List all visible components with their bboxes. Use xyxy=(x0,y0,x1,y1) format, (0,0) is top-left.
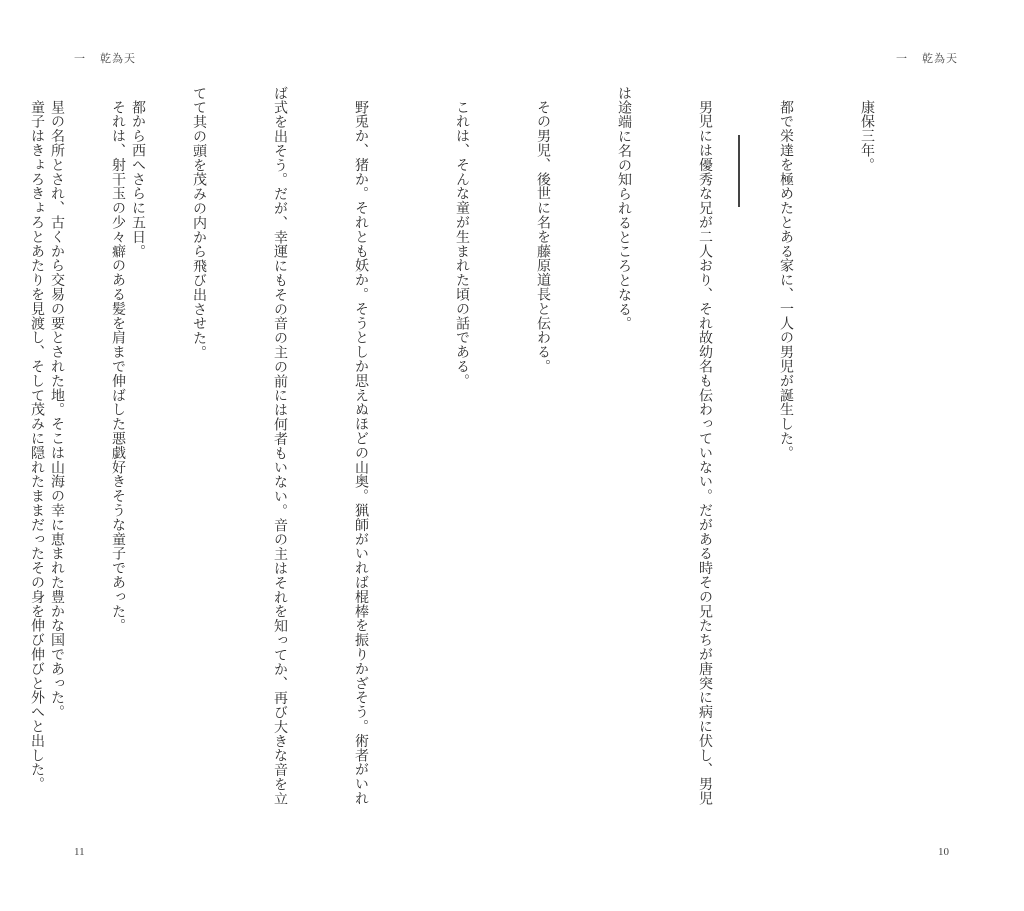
paragraph: それは、射干玉の少々癖のある髪を肩まで伸ばした悪戯好きそうな童子であった。 xyxy=(110,100,126,633)
paragraph: 野兎か、猪か。それとも妖か。そうとしか思えぬほどの山奥。猟師がいれば棍棒を振りかざそう。術者がいれ xyxy=(353,100,369,806)
paragraph: 男児には優秀な兄が二人おり、それ故幼名も伝わっていない。だがある時その兄たちが唐突に病に伏し、男児 xyxy=(697,100,713,806)
header-title: 乾為天 xyxy=(100,52,136,65)
page-number: 10 xyxy=(938,846,949,858)
paragraph: これは、そんな童が生まれた頃の話である。 xyxy=(454,100,470,388)
section-break-line xyxy=(738,135,740,207)
paragraph: は途端に名の知られるところとなる。 xyxy=(616,86,632,331)
paragraph: 都から西へさらに五日。 xyxy=(130,100,146,259)
paragraph: てて其の頭を茂みの内から飛び出させた。 xyxy=(191,86,207,360)
paragraph: 童子はきょろきょろとあたりを見渡し、そして茂みに隠れたままだったその身を伸び伸びと外へと出した。 xyxy=(29,100,45,792)
header-title: 乾為天 xyxy=(922,52,958,65)
paragraph: 康保三年。 xyxy=(859,100,875,172)
running-header xyxy=(896,50,958,66)
running-header xyxy=(74,50,136,66)
paragraph: その男児、後世に名を藤原道長と伝わる。 xyxy=(535,100,551,374)
paragraph: 都で栄達を極めたとある家に、一人の男児が誕生した。 xyxy=(778,100,794,460)
paragraph: ば式を出そう。だが、幸運にもその音の主の前には何者もいない。音の主はそれを知ってか、再び大きな音を立 xyxy=(272,86,288,806)
paragraph: 星の名所とされ、古くから交易の要とされた地。そこは山海の幸に恵まれた豊かな国であった。 xyxy=(49,100,65,720)
header-dash: 一 xyxy=(896,52,908,65)
page-number: 11 xyxy=(74,846,85,858)
header-dash: 一 xyxy=(74,52,86,65)
